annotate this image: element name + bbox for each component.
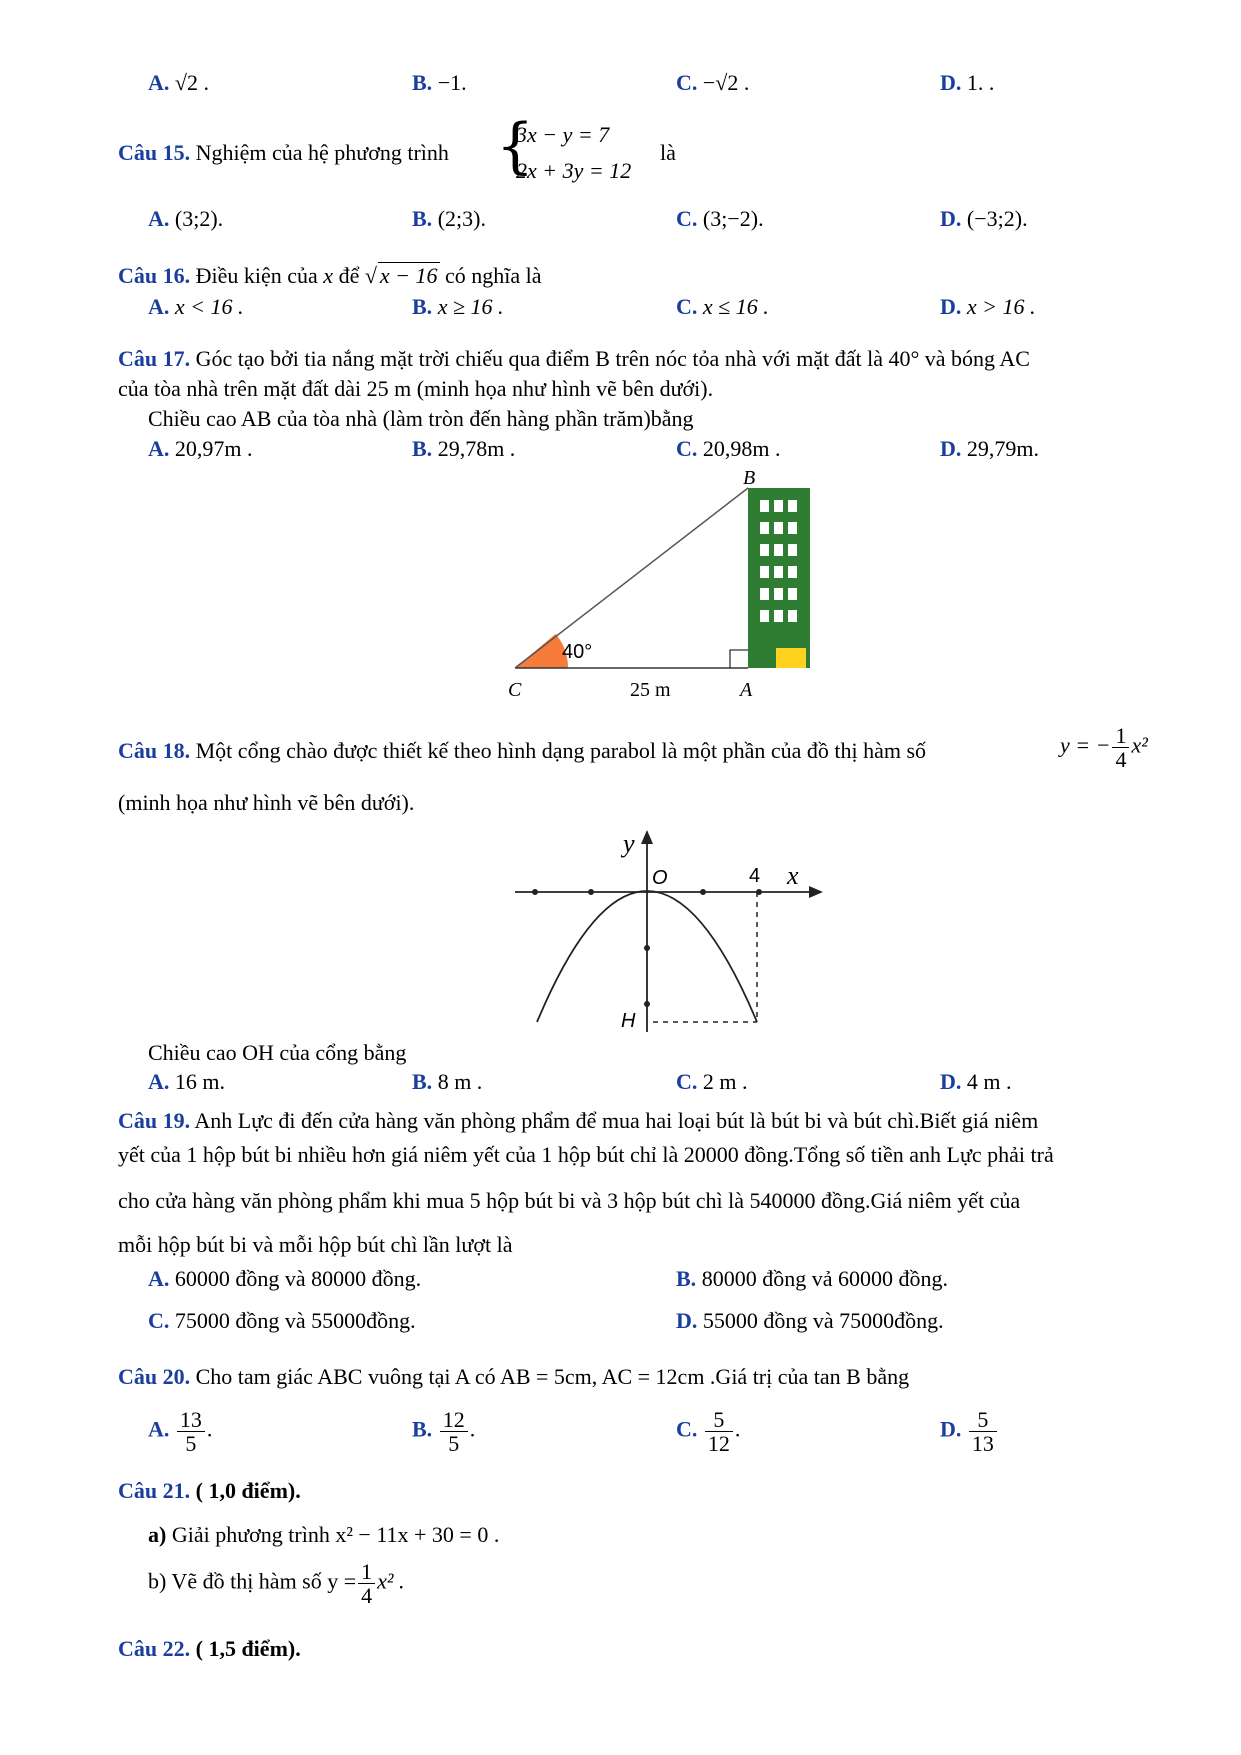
option-letter: A. xyxy=(148,294,170,319)
option-text: 20,97m . xyxy=(174,436,253,461)
option-text: −1. xyxy=(437,70,467,95)
window xyxy=(760,610,769,622)
option-text: 29,78m . xyxy=(437,436,516,461)
q18-function xyxy=(1060,724,1148,771)
label-x: x xyxy=(787,861,799,890)
window xyxy=(760,566,769,578)
window xyxy=(774,566,783,578)
x-tick xyxy=(532,889,538,895)
y-tick xyxy=(644,1001,650,1007)
window xyxy=(788,566,797,578)
label-c: C xyxy=(508,679,522,701)
q19-line2: yết của 1 hộp bút bi nhiều hơn giá niêm yết của 1 hộp bút chỉ là 20000 đồng.Tổng số tiền anh Lực phải trả xyxy=(118,1142,1054,1167)
option-text: 75000 đồng và 55000đồng. xyxy=(174,1308,416,1333)
q17-line2: của tòa nhà trên mặt đất dài 25 m (minh họa như hình vẽ bên dưới). xyxy=(118,376,714,401)
y-axis-arrow xyxy=(641,830,653,844)
window xyxy=(788,544,797,556)
q15-stem xyxy=(118,140,449,166)
q18-option-b xyxy=(412,1069,482,1095)
x-axis-arrow xyxy=(809,886,823,898)
q20-option-a: A. $\frac{13}{5}$ . xyxy=(148,1407,213,1457)
window xyxy=(788,500,797,512)
fraction-numerator: 5 xyxy=(705,1408,733,1432)
window xyxy=(760,500,769,512)
window xyxy=(774,522,783,534)
option-letter: A. xyxy=(148,1416,170,1442)
window xyxy=(774,500,783,512)
option-text: (−3;2). xyxy=(966,206,1028,231)
part-text: Giải phương trình x² − 11x + 30 = 0 . xyxy=(171,1522,500,1547)
question-label: Câu 20. xyxy=(118,1364,191,1389)
q17-option-b xyxy=(412,436,515,462)
q22-heading xyxy=(118,1636,301,1662)
option-letter: C. xyxy=(676,1416,698,1442)
q16-option-b xyxy=(412,294,504,320)
option-text: 29,79m. xyxy=(966,436,1040,461)
q19-option-a xyxy=(148,1266,421,1292)
label-b: B xyxy=(743,467,756,489)
question-text: có nghĩa là xyxy=(445,263,542,288)
x-tick xyxy=(588,889,594,895)
option-text: √2 . xyxy=(174,70,209,95)
question-points: ( 1,5 điểm). xyxy=(195,1636,301,1661)
angle-marker xyxy=(515,634,568,668)
q19-option-b xyxy=(676,1266,948,1292)
option-letter: D. xyxy=(940,70,962,95)
q19-line4: mỗi hộp bút bi và mỗi hộp bút chì lần lượt là xyxy=(118,1232,513,1257)
option-text: (2;3). xyxy=(437,206,486,231)
question-label: Câu 16. xyxy=(118,263,191,288)
question-label: Câu 18. xyxy=(118,738,191,763)
q16-stem: Câu 16. Điều kiện của x để √ x − 16 có nghĩa là xyxy=(118,263,542,288)
q17-option-c xyxy=(676,436,781,462)
label-a: A xyxy=(740,679,753,701)
x-tick xyxy=(700,889,706,895)
option-letter: D. xyxy=(940,294,962,319)
q15-option-a xyxy=(148,206,223,232)
q14-option-b xyxy=(412,70,467,96)
system-eq1: 3x − y = 7 xyxy=(516,122,610,147)
option-letter: D. xyxy=(676,1308,698,1333)
option-fraction xyxy=(969,1408,997,1455)
q14-option-c xyxy=(676,70,749,96)
right-angle-marker xyxy=(730,650,748,668)
option-letter: A. xyxy=(148,1266,170,1291)
question-label: Câu 19. xyxy=(118,1108,191,1133)
fraction-denominator: 5 xyxy=(448,1431,460,1457)
q21-part-a xyxy=(148,1522,499,1548)
fraction-numerator: 5 xyxy=(969,1408,997,1432)
q20-option-b: B. $\frac{12}{5}$ . xyxy=(412,1407,476,1457)
option-letter: D. xyxy=(940,1416,962,1442)
q16-option-c xyxy=(676,294,769,320)
variable: x xyxy=(323,263,334,288)
q14-option-a xyxy=(148,70,209,96)
q17-line1 xyxy=(118,346,1030,372)
q18-line3: Chiều cao OH của cổng bằng xyxy=(148,1040,407,1065)
option-text: −√2 . xyxy=(702,70,750,95)
part-fraction xyxy=(358,1560,375,1607)
option-text: (3;2). xyxy=(174,206,224,231)
q16-option-a xyxy=(148,294,244,320)
question-text: Điều kiện của xyxy=(195,263,318,288)
length-label: 25 m xyxy=(630,679,671,701)
option-text: 4 m . xyxy=(966,1069,1012,1094)
parabola-figure xyxy=(505,822,835,1042)
q20-option-d xyxy=(940,1408,999,1455)
q15-tail: là xyxy=(660,140,676,165)
question-text: Cho tam giác ABC vuông tại A có AB = 5cm, AC = 12cm .Giá trị của tan B bằng xyxy=(195,1364,910,1389)
option-text: x > 16 . xyxy=(966,294,1036,319)
option-letter: A. xyxy=(148,70,170,95)
q19-line3: cho cửa hàng văn phòng phẩm khi mua 5 hộp bút bi và 3 hộp bút chì là 540000 đồng.Giá niêm yết của xyxy=(118,1188,1021,1213)
question-text: Anh Lực đi đến cửa hàng văn phòng phẩm để mua hai loại bút là bút bi và bút chì.Biết giá niêm xyxy=(194,1108,1039,1133)
q17-line3: Chiều cao AB của tòa nhà (làm tròn đến hàng phần trăm)bằng xyxy=(148,406,694,431)
function-lhs: y = − xyxy=(1060,732,1111,758)
option-letter: D. xyxy=(940,206,962,231)
option-text: 55000 đồng và 75000đồng. xyxy=(702,1308,944,1333)
y-tick xyxy=(644,945,650,951)
fraction-numerator: 1 xyxy=(1112,724,1129,748)
sun-ray xyxy=(515,488,748,668)
q19-option-d xyxy=(676,1308,944,1334)
q17-option-d xyxy=(940,436,1039,462)
option-text: 1. . xyxy=(966,70,995,95)
question-label: Câu 15. xyxy=(118,140,191,165)
fraction-denominator: 5 xyxy=(185,1431,197,1457)
q19-line1 xyxy=(118,1108,1038,1134)
fraction-numerator: 1 xyxy=(358,1560,375,1584)
option-fraction xyxy=(705,1408,733,1455)
option-text: 2 m . xyxy=(702,1069,748,1094)
part-label: a) xyxy=(148,1522,167,1547)
window xyxy=(774,588,783,600)
option-letter: B. xyxy=(676,1266,697,1291)
option-letter: C. xyxy=(676,70,698,95)
question-label: Câu 17. xyxy=(118,346,191,371)
window xyxy=(760,544,769,556)
option-text: 20,98m . xyxy=(702,436,781,461)
label-h: H xyxy=(621,1010,636,1032)
option-letter: C. xyxy=(676,1069,698,1094)
fraction-denominator: 12 xyxy=(707,1431,730,1457)
q16-option-d xyxy=(940,294,1036,320)
option-text: x ≥ 16 . xyxy=(437,294,504,319)
q19-option-c xyxy=(148,1308,416,1334)
function-fraction xyxy=(1112,724,1129,771)
q20-stem xyxy=(118,1364,909,1390)
system-eq2: 2x + 3y = 12 xyxy=(516,158,632,183)
option-letter: D. xyxy=(940,1069,962,1094)
option-letter: C. xyxy=(676,294,698,319)
option-letter: B. xyxy=(412,1416,433,1442)
window xyxy=(774,610,783,622)
q20-option-c: C. $\frac{5}{12}$ . xyxy=(676,1407,741,1457)
option-text: 16 m. xyxy=(174,1069,226,1094)
window xyxy=(788,588,797,600)
option-text: 80000 đồng vả 60000 đồng. xyxy=(701,1266,948,1291)
fraction-numerator: 13 xyxy=(177,1408,205,1432)
window xyxy=(760,588,769,600)
option-text: (3;−2). xyxy=(702,206,764,231)
label-y: y xyxy=(623,829,635,858)
option-text: 60000 đồng và 80000 đồng. xyxy=(174,1266,422,1291)
function-rhs: x² xyxy=(1131,732,1148,758)
angle-label: 40° xyxy=(562,641,593,663)
option-letter: C. xyxy=(676,436,698,461)
question-text: Nghiệm của hệ phương trình xyxy=(195,140,449,165)
q17-option-a xyxy=(148,436,253,462)
fraction-denominator: 4 xyxy=(1115,747,1127,773)
question-text: Một cổng chào được thiết kế theo hình dạng parabol là một phần của đồ thị hàm số xyxy=(195,738,927,763)
fraction-numerator: 12 xyxy=(440,1408,468,1432)
part-text: b) Vẽ đồ thị hàm số y = xyxy=(148,1568,357,1594)
q18-option-a xyxy=(148,1069,225,1095)
option-letter: C. xyxy=(676,206,698,231)
q18-line2: (minh họa như hình vẽ bên dưới). xyxy=(118,790,415,815)
q21-heading xyxy=(118,1478,301,1504)
option-text: x < 16 . xyxy=(174,294,244,319)
q21-part-b xyxy=(148,1560,405,1607)
window xyxy=(788,522,797,534)
label-origin: O xyxy=(652,867,668,889)
option-letter: D. xyxy=(940,436,962,461)
question-text: để xyxy=(338,263,360,288)
window xyxy=(760,522,769,534)
label-four: 4 xyxy=(749,865,761,887)
option-fraction xyxy=(440,1408,468,1455)
q15-option-d xyxy=(940,206,1028,232)
fraction-denominator: 4 xyxy=(361,1583,373,1609)
option-letter: B. xyxy=(412,436,433,461)
option-letter: C. xyxy=(148,1308,170,1333)
option-letter: A. xyxy=(148,206,170,231)
q18-option-c xyxy=(676,1069,748,1095)
building-figure xyxy=(500,466,840,706)
radicand: x − 16 xyxy=(379,263,438,288)
window xyxy=(774,544,783,556)
building-door xyxy=(776,648,806,668)
option-fraction xyxy=(177,1408,205,1455)
question-points: ( 1,0 điểm). xyxy=(195,1478,301,1503)
question-text: Góc tạo bởi tia nắng mặt trời chiếu qua điểm B trên nóc tỏa nhà với mặt đất là 40° và bóng AC xyxy=(195,346,1030,371)
q15-option-c xyxy=(676,206,764,232)
option-text: x ≤ 16 . xyxy=(702,294,769,319)
window xyxy=(788,610,797,622)
system-brace: { xyxy=(496,111,535,181)
question-label: Câu 21. xyxy=(118,1478,191,1503)
option-letter: A. xyxy=(148,436,170,461)
question-label: Câu 22. xyxy=(118,1636,191,1661)
option-text: 8 m . xyxy=(437,1069,483,1094)
q18-option-d xyxy=(940,1069,1012,1095)
q14-option-d xyxy=(940,70,994,96)
q18-line1 xyxy=(118,738,926,764)
option-letter: B. xyxy=(412,294,433,319)
q15-option-b xyxy=(412,206,486,232)
option-letter: B. xyxy=(412,70,433,95)
part-rhs: x² . xyxy=(377,1568,405,1594)
option-letter: B. xyxy=(412,206,433,231)
fraction-denominator: 13 xyxy=(971,1431,994,1457)
option-letter: B. xyxy=(412,1069,433,1094)
option-letter: A. xyxy=(148,1069,170,1094)
